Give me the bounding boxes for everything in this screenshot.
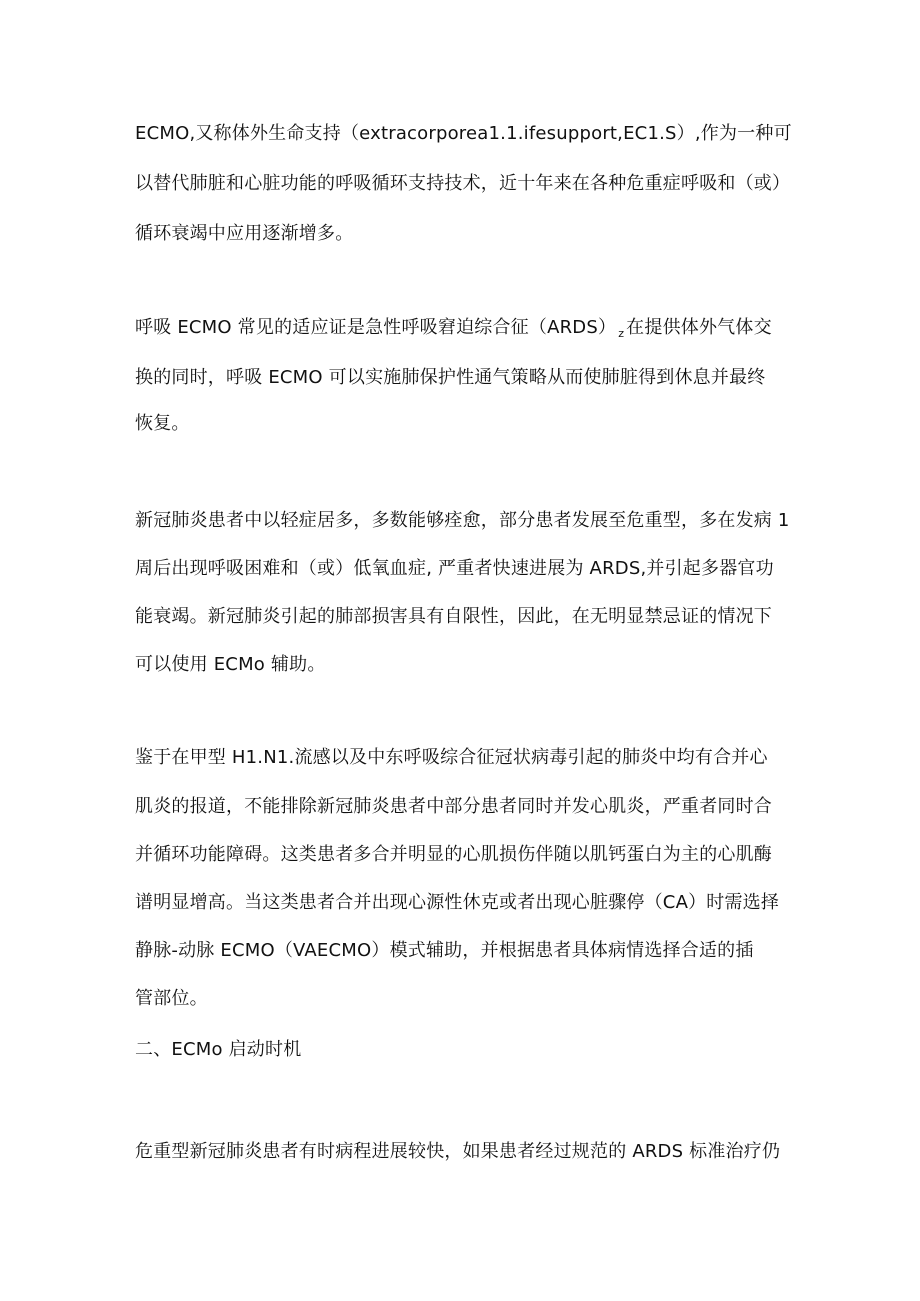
paragraph-2-line-2: 换的同时，呼吸 ECMO 可以实施肺保护性通气策略从而使肺脏得到休息并最终 — [135, 367, 766, 388]
paragraph-2-line-1 — [135, 316, 805, 346]
paragraph-4-line-5: 静脉-动脉 ECMO（VAECMO）模式辅助，并根据患者具体病情选择合适的插 — [135, 940, 754, 961]
paragraph-1-line-1: ECMO,又称体外生命支持（extracorporea1.1.ifesupport,EC1.S）,作为一种可 — [135, 123, 792, 144]
section-heading: 二、ECMo 启动时机 — [135, 1039, 302, 1060]
paragraph-5-line-1: 危重型新冠肺炎患者有时病程进展较快，如果患者经过规范的 ARDS 标准治疗仍 — [135, 1141, 781, 1162]
paragraph-3-line-3: 能衰竭。新冠肺炎引起的肺部损害具有自限性，因此，在无明显禁忌证的情况下 — [135, 606, 772, 627]
paragraph-1-line-3: 循环衰竭中应用逐渐增多。 — [135, 223, 354, 244]
paragraph-3-line-1: 新冠肺炎患者中以轻症居多，多数能够痊愈，部分患者发展至危重型，多在发病 1 — [135, 510, 790, 531]
paragraph-2-subscript: z — [618, 327, 625, 340]
paragraph-2-line-3: 恢复。 — [135, 413, 190, 434]
paragraph-2-line-1-rest: 在提供体外气体交 — [626, 317, 772, 338]
paragraph-1-line-2: 以替代肺脏和心脏功能的呼吸循环支持技术，近十年来在各种危重症呼吸和（或） — [135, 173, 791, 194]
paragraph-4-line-3: 并循环功能障碍。这类患者多合并明显的心肌损伤伴随以肌钙蛋白为主的心肌酶 — [135, 844, 772, 865]
paragraph-4-line-4: 谱明显增高。当这类患者合并出现心源性休克或者出现心脏骤停（CA）时需选择 — [135, 892, 780, 913]
paragraph-2-line-1-text: 呼吸 ECMO 常见的适应证是急性呼吸窘迫综合征（ARDS） — [135, 317, 617, 338]
paragraph-3-line-4: 可以使用 ECMo 辅助。 — [135, 654, 326, 675]
paragraph-4-line-2: 肌炎的报道，不能排除新冠肺炎患者中部分患者同时并发心肌炎，严重者同时合 — [135, 796, 772, 817]
paragraph-4-line-6: 管部位。 — [135, 988, 208, 1009]
paragraph-4-line-1: 鉴于在甲型 H1.N1.流感以及中东呼吸综合征冠状病毒引起的肺炎中均有合并心 — [135, 747, 768, 768]
paragraph-3-line-2: 周后出现呼吸困难和（或）低氧血症, 严重者快速进展为 ARDS,并引起多器官功 — [135, 558, 774, 579]
